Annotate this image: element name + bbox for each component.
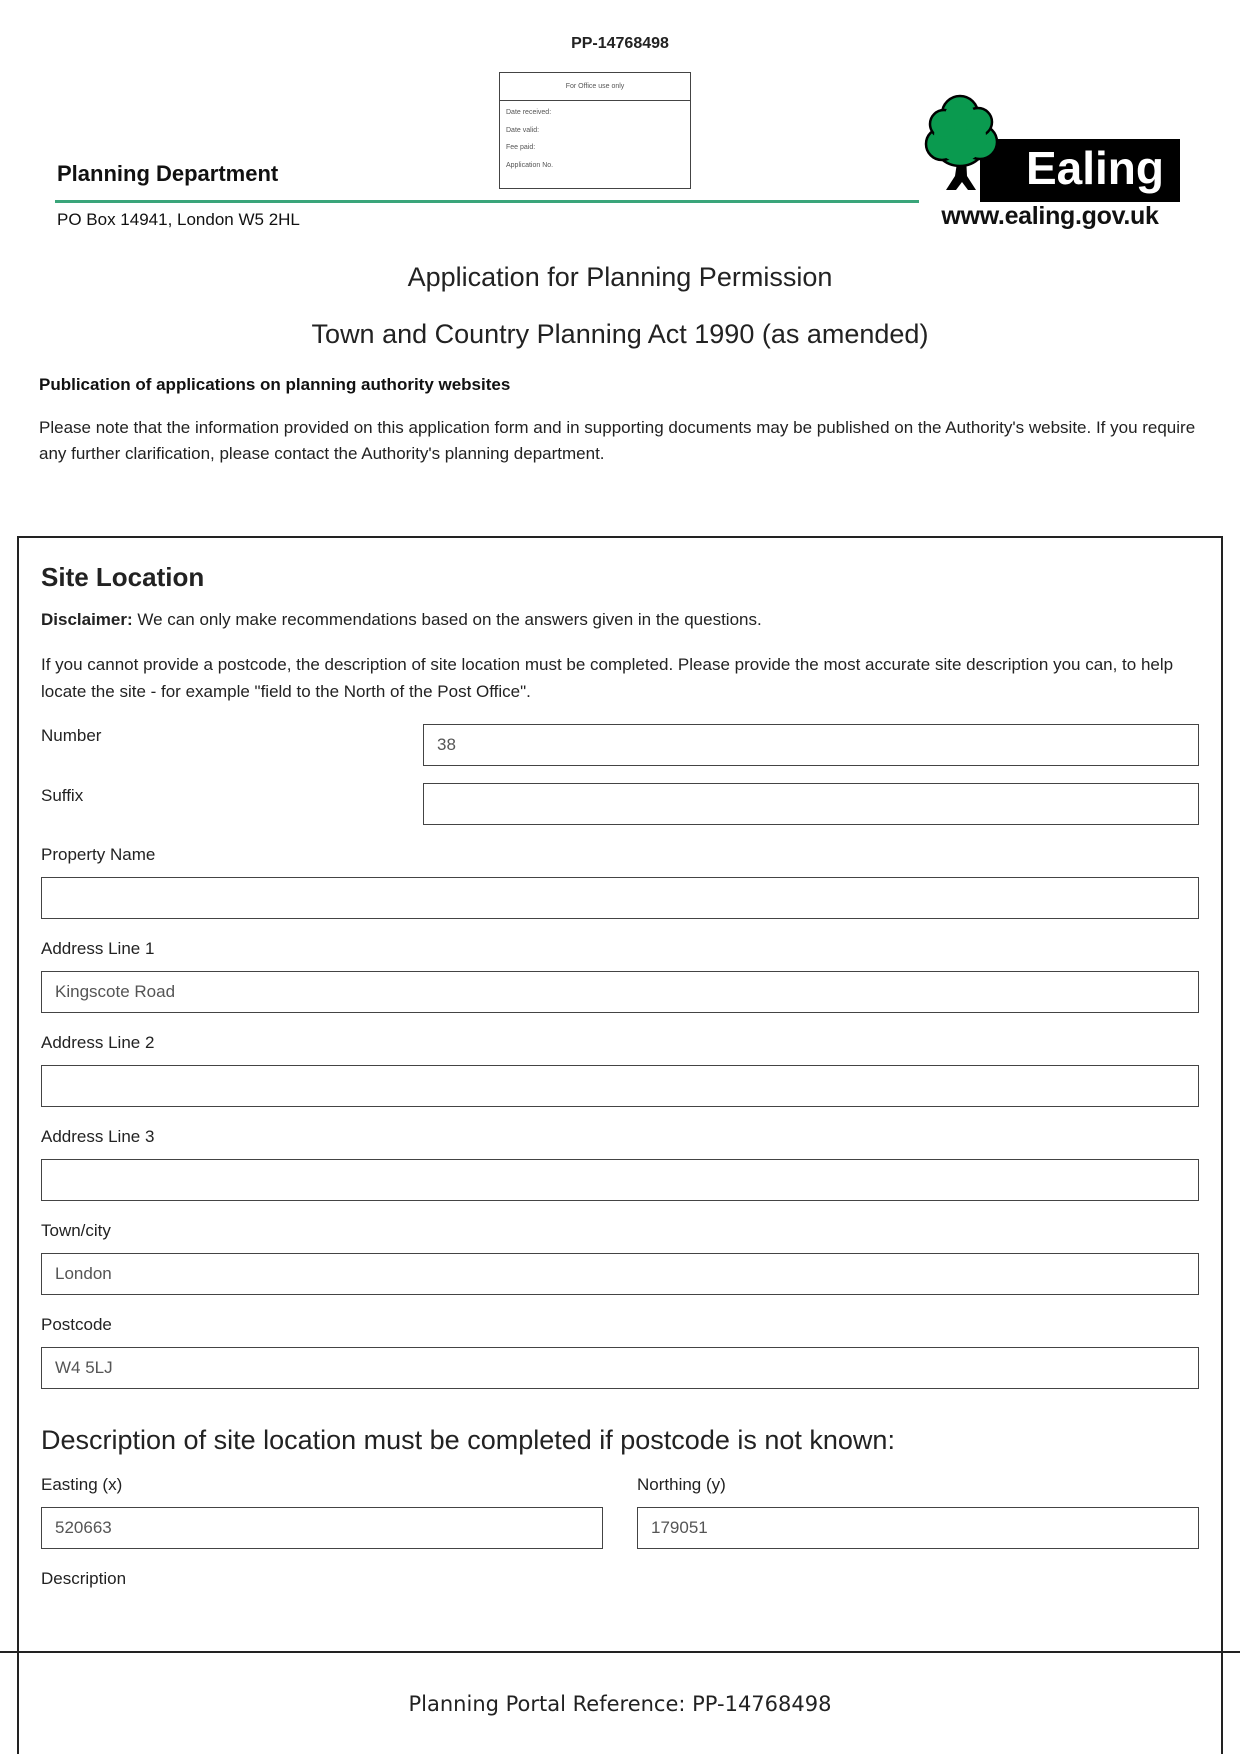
logo-url: www.ealing.gov.uk: [941, 202, 1159, 230]
suffix-field[interactable]: [423, 783, 1199, 825]
town-city-label: Town/city: [41, 1221, 111, 1240]
office-box-fee-paid: Fee paid:: [506, 144, 536, 151]
publication-heading: Publication of applications on planning authority websites: [39, 375, 511, 394]
office-box-date-valid: Date valid:: [506, 126, 540, 134]
suffix-label: Suffix: [41, 786, 84, 805]
easting-label: Easting (x): [41, 1475, 123, 1494]
property-name-field[interactable]: [41, 877, 1199, 919]
department-name: Planning Department: [57, 161, 279, 186]
address-line-1-field[interactable]: [41, 971, 1199, 1013]
office-box-title: For Office use only: [500, 73, 690, 101]
address-line-2-field[interactable]: [41, 1065, 1199, 1107]
site-location-panel: [17, 536, 1223, 1754]
office-use-box: [499, 72, 691, 189]
office-box-date-received: Date received:: [506, 109, 552, 116]
section-title: Site Location: [41, 562, 205, 592]
northing-label: Northing (y): [637, 1475, 726, 1494]
page-divider: [0, 1651, 1240, 1653]
department-address: PO Box 14941, London W5 2HL: [57, 210, 300, 229]
town-city-field[interactable]: [41, 1253, 1199, 1295]
header-divider: [55, 200, 919, 203]
address-line-1-label: Address Line 1: [41, 939, 155, 958]
property-name-label: Property Name: [41, 845, 156, 864]
disclaimer: [41, 610, 762, 630]
form-title: Application for Planning Permission: [407, 262, 833, 292]
publication-text: Please note that the information provided on this application form and in supporting documents may be published on the Authority's website. If you require any further clarification, please contact the Authority's planning department.: [39, 418, 1196, 463]
reference-number: PP-14768498: [571, 35, 669, 52]
northing-field[interactable]: [637, 1507, 1199, 1549]
address-line-2-label: Address Line 2: [41, 1033, 155, 1052]
office-box-application-no: Application No.: [506, 161, 554, 169]
number-field[interactable]: [423, 724, 1199, 766]
address-line-3-label: Address Line 3: [41, 1127, 155, 1146]
footer-reference: Planning Portal Reference: PP-14768498: [408, 1692, 832, 1716]
description-label: Description: [41, 1569, 127, 1588]
easting-field[interactable]: [41, 1507, 603, 1549]
postcode-label: Postcode: [41, 1315, 112, 1334]
form-act: Town and Country Planning Act 1990 (as amended): [311, 319, 929, 349]
number-label: Number: [41, 726, 102, 745]
postcode-note: If you cannot provide a postcode, the description of site location must be completed. Please provide the most accurate site description you can, to help locate the site - for example "field to the North of the Post Office".: [41, 655, 1174, 701]
tree-icon: [920, 92, 1180, 202]
description-heading: Description of site location must be completed if postcode is not known:: [41, 1425, 895, 1455]
address-line-3-field[interactable]: [41, 1159, 1199, 1201]
postcode-field[interactable]: [41, 1347, 1199, 1389]
ealing-logo: [920, 92, 1180, 232]
disclaimer-text: We can only make recommendations based on the answers given in the questions.: [132, 610, 762, 629]
logo-name: Ealing: [1025, 142, 1164, 194]
disclaimer-label: Disclaimer:: [41, 610, 133, 629]
